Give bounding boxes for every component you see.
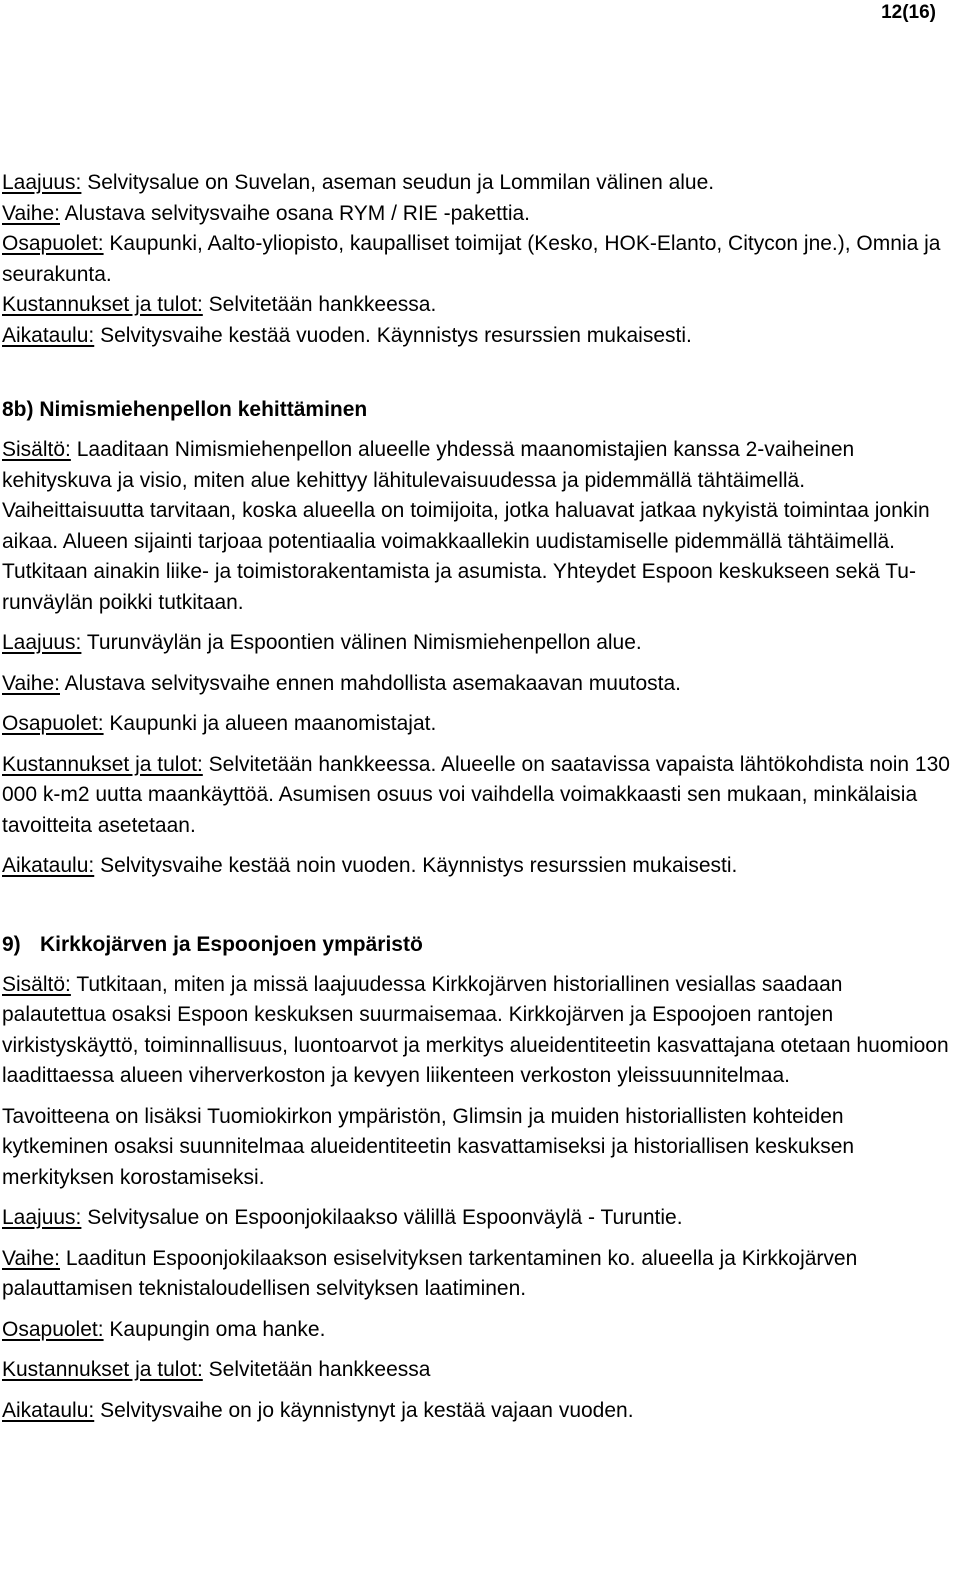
section-9-tavoitteena: Tavoitteena on lisäksi Tuomiokirkon ympäristön, Glimsin ja muiden historiallisten kohteiden kytkeminen osaksi suunnitelmaa alueidentiteetin kasvattamiseksi ja historiallisen keskuksen merkityksen korostamiseksi. xyxy=(2,1104,855,1189)
laajuus-text: Selvitysalue on Suvelan, aseman seudun ja Lommilan välinen alue. xyxy=(81,171,715,194)
vaihe-label: Vaihe: xyxy=(2,671,60,695)
laajuus-text: Turunväylän ja Espoontien välinen Nimismiehenpellon alue. xyxy=(81,631,642,654)
section-9-number: 9) xyxy=(2,932,21,956)
intro-osapuolet xyxy=(2,229,952,290)
intro-kustannukset xyxy=(2,290,952,321)
osapuolet-label: Osapuolet: xyxy=(2,232,104,255)
osapuolet-label: Osapuolet: xyxy=(2,1317,104,1341)
osapuolet-text: Kaupunki, Aalto-yliopisto, kaupalliset toimijat (Kesko, HOK-Elanto, Citycon jne.), Omnia ja seurakunta. xyxy=(2,232,941,286)
section-9-kustannukset xyxy=(2,1355,952,1386)
section-8b-title: 8b) Nimismiehenpellon kehittäminen xyxy=(2,398,368,421)
vaihe-label: Vaihe: xyxy=(2,201,60,225)
vaihe-text: Alustava selvitysvaihe ennen mahdollista asemakaavan muutosta. xyxy=(60,671,682,695)
osapuolet-text: Kaupungin oma hanke. xyxy=(103,1317,326,1341)
section-9-osapuolet xyxy=(2,1315,952,1346)
laajuus-label: Laajuus: xyxy=(2,1206,82,1229)
vaihe-label: Vaihe: xyxy=(2,1246,60,1270)
sisalto-text: Tutkitaan, miten ja missä laajuudessa Kirkkojärven historiallinen vesiallas saadaan palautettua osaksi Espoon keskuksen suurmaisemaa. Kirkkojärven ja Espoojoen rantojen virkistyskäyttö, toiminnallisuus, luontoarvot ja merkitys alueidentiteetin kasvattajana otetaan huomioon laadittaessa alueen viherverkoston ja kevyen liikenteen verkoston yleissuunnitelmaa. xyxy=(2,972,949,1087)
section-9-vaihe xyxy=(2,1244,952,1305)
section-8b-laajuus xyxy=(2,628,952,659)
laajuus-label: Laajuus: xyxy=(2,171,82,194)
section-8b-vaihe xyxy=(2,669,952,700)
section-8b-kustannukset xyxy=(2,750,952,842)
aikataulu-text: Selvitysvaihe kestää vuoden. Käynnistys resurssien mukaisesti. xyxy=(94,323,692,347)
sisalto-text: Laaditaan Nimismiehenpellon alueelle yhdessä maanomistajien kanssa 2-vaiheinen kehityskuva ja visio, miten alue kehittyy lähitulevaisuudessa ja pidemmällä tähtäimellä. Vaiheittaisuutta tarvitaan, koska alueella on toimijoita, jotka haluavat jatkaa nykyistä toimintaa jonkin aikaa. Alueen sijainti tarjoaa potentiaalia voimakkaallekin uudistamiselle pidemmällä tähtäimellä. Tutkitaan ainakin liike- ja toimistorakentamista ja asumista. Yhteydet Espoon keskukseen sekä Turunväylän poikki tutkitaan. xyxy=(2,438,930,614)
kustannukset-label: Kustannukset ja tulot: xyxy=(2,293,203,316)
vaihe-text: Alustava selvitysvaihe osana RYM / RIE -pakettia. xyxy=(60,201,530,225)
sisalto-label: Sisältö: xyxy=(2,438,71,461)
section-9-sisalto xyxy=(2,970,952,1092)
section-8b-sisalto xyxy=(2,435,952,618)
kustannukset-text: Selvitetään hankkeessa. xyxy=(202,293,437,316)
section-9-laajuus xyxy=(2,1203,952,1234)
kustannukset-text: Selvitetään hankkeessa. Alueelle on saatavissa vapaista lähtökohdista noin 130 000 k-m2 uutta maankäyttöä. Asumisen osuus voi vaihdella voimakkaasti sen mukaan, minkälaisia tavoitteita asetetaan. xyxy=(2,752,950,837)
laajuus-text: Selvitysalue on Espoonjokilaakso välillä Espoonväylä - Turuntie. xyxy=(81,1206,683,1229)
vaihe-text: Laaditun Espoonjokilaakson esiselvityksen tarkentaminen ko. alueella ja Kirkkojärven palauttamisen teknistaloudellisen selvityksen laatiminen. xyxy=(2,1246,858,1300)
aikataulu-text: Selvitysvaihe kestää noin vuoden. Käynnistys resurssien mukaisesti. xyxy=(94,854,738,877)
kustannukset-label: Kustannukset ja tulot: xyxy=(2,1358,203,1381)
document-body xyxy=(2,168,952,1426)
laajuus-label: Laajuus: xyxy=(2,631,82,654)
page-number: 12(16) xyxy=(881,2,936,23)
aikataulu-label: Aikataulu: xyxy=(2,323,95,347)
sisalto-label: Sisältö: xyxy=(2,972,71,996)
aikataulu-text: Selvitysvaihe on jo käynnistynyt ja kestää vajaan vuoden. xyxy=(94,1398,634,1422)
intro-vaihe xyxy=(2,199,952,230)
kustannukset-label: Kustannukset ja tulot: xyxy=(2,752,203,776)
section-8b-osapuolet xyxy=(2,709,952,740)
intro-laajuus xyxy=(2,168,952,199)
section-9-title xyxy=(2,930,952,960)
section-9-title-text: Kirkkojärven ja Espoonjoen ympäristö xyxy=(40,932,423,956)
kustannukset-text: Selvitetään hankkeessa xyxy=(202,1358,431,1381)
osapuolet-label: Osapuolet: xyxy=(2,712,104,735)
aikataulu-label: Aikataulu: xyxy=(2,1398,95,1422)
aikataulu-label: Aikataulu: xyxy=(2,854,95,877)
section-9-aikataulu xyxy=(2,1396,952,1427)
intro-aikataulu xyxy=(2,321,952,352)
osapuolet-text: Kaupunki ja alueen maanomistajat. xyxy=(103,712,437,735)
section-8b-aikataulu xyxy=(2,851,952,882)
